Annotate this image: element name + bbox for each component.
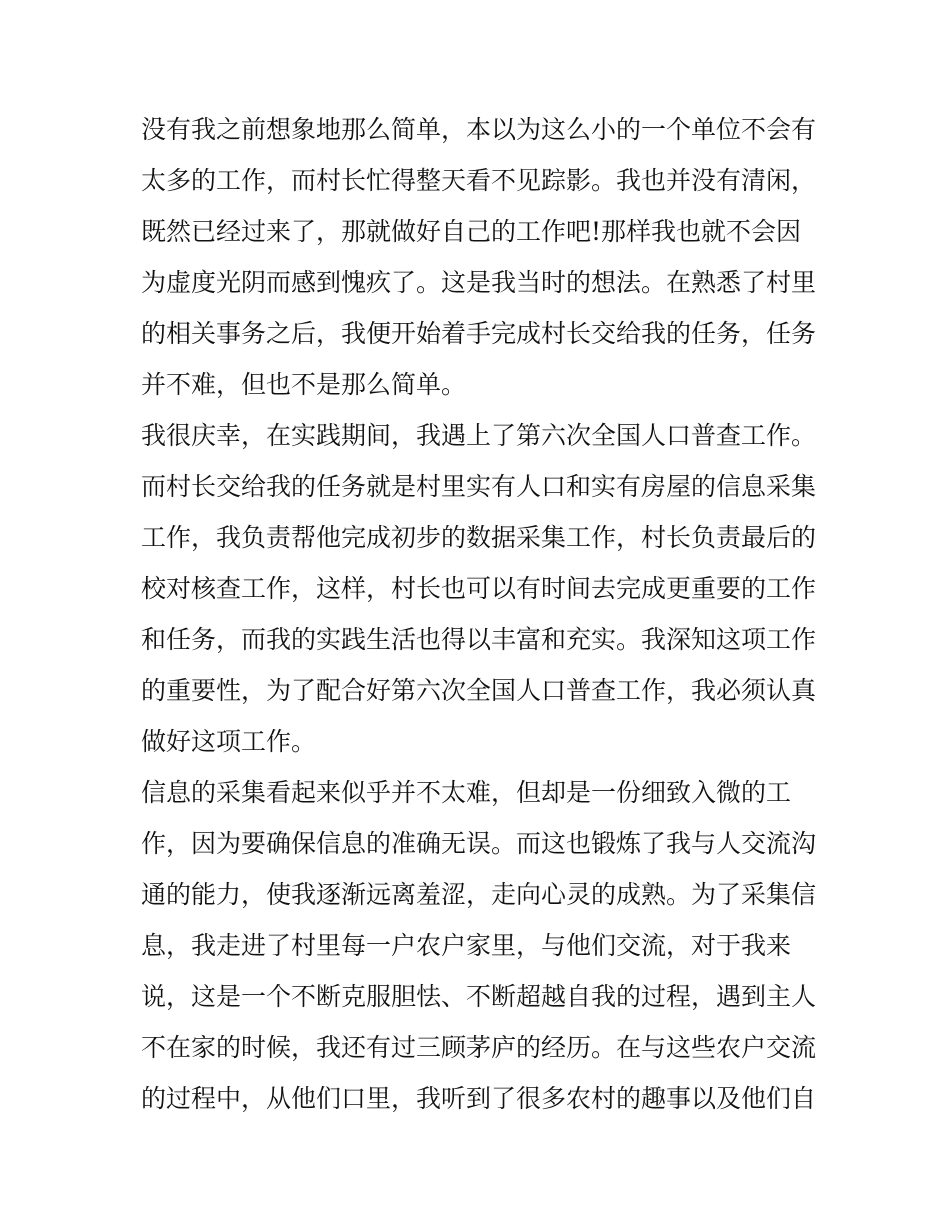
text-line: 既然已经过来了，那就做好自己的工作吧!那样我也就不会因 (141, 217, 802, 246)
text-line: 的过程中，从他们口里，我听到了很多农村的趣事以及他们自 (141, 1084, 817, 1113)
text-line: 息，我走进了村里每一户农户家里，与他们交流，对于我来 (141, 931, 792, 960)
text-line: 和任务，而我的实践生活也得以丰富和充实。我深知这项工作 (141, 625, 817, 654)
text-line: 不在家的时候，我还有过三顾茅庐的经历。在与这些农户交流 (141, 1033, 817, 1062)
text-line: 工作，我负责帮他完成初步的数据采集工作，村长负责最后的 (141, 523, 817, 552)
text-line: 作，因为要确保信息的准确无误。而这也锻炼了我与人交流沟 (141, 829, 817, 858)
text-line: 为虚度光阴而感到愧疚了。这是我当时的想法。在熟悉了村里 (141, 268, 817, 297)
text-line: 而村长交给我的任务就是村里实有人口和实有房屋的信息采集 (141, 472, 817, 501)
text-line: 的重要性，为了配合好第六次全国人口普查工作，我必须认真 (141, 676, 817, 705)
text-line: 信息的采集看起来似乎并不太难，但却是一份细致入微的工 (141, 778, 792, 807)
text-line: 校对核查工作，这样，村长也可以有时间去完成更重要的工作 (141, 574, 817, 603)
text-line: 通的能力，使我逐渐远离羞涩，走向心灵的成熟。为了采集信 (141, 880, 817, 909)
text-line: 的相关事务之后，我便开始着手完成村长交给我的任务，任务 (141, 319, 817, 348)
text-line: 我很庆幸，在实践期间，我遇上了第六次全国人口普查工作。 (141, 421, 817, 450)
text-line: 并不难，但也不是那么简单。 (141, 370, 467, 399)
text-line: 没有我之前想象地那么简单，本以为这么小的一个单位不会有 (141, 115, 817, 144)
text-line: 做好这项工作。 (141, 727, 317, 756)
text-line: 说，这是一个不断克服胆怯、不断超越自我的过程，遇到主人 (141, 982, 817, 1011)
text-line: 太多的工作，而村长忙得整天看不见踪影。我也并没有清闲， (141, 166, 817, 195)
